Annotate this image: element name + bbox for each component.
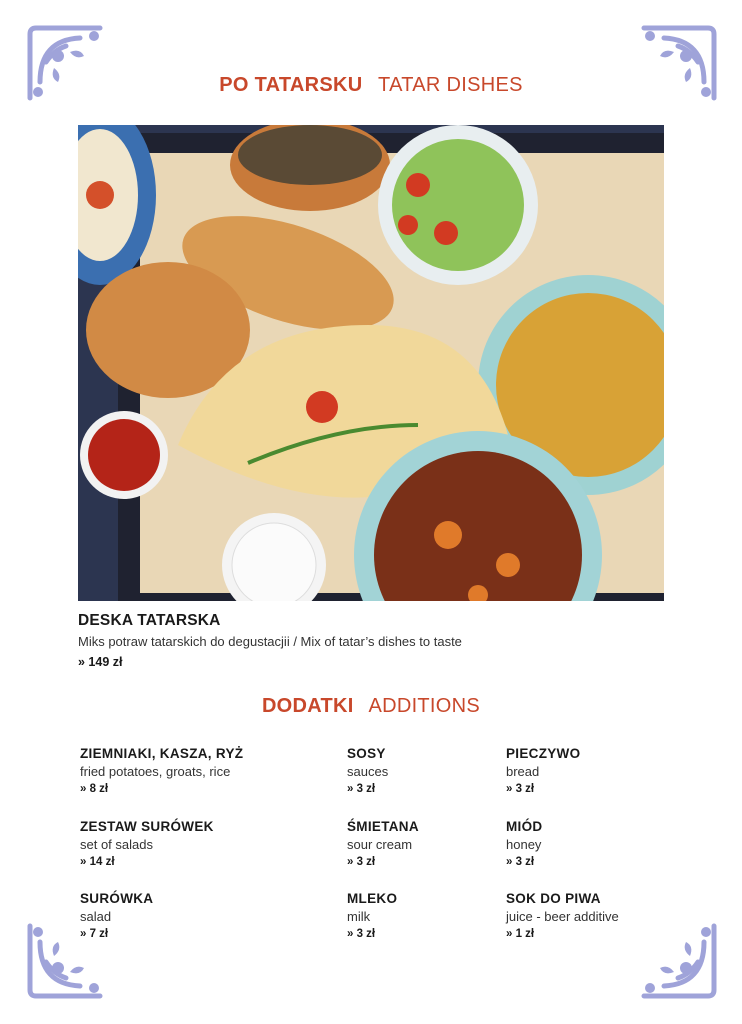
section-title-additions bbox=[0, 695, 742, 718]
addition-item bbox=[506, 891, 619, 940]
addition-desc: set of salads bbox=[80, 837, 153, 852]
addition-price: » 7 zł bbox=[80, 928, 109, 940]
addition-desc: milk bbox=[347, 909, 371, 924]
section-title-en: TATAR DISHES bbox=[378, 74, 523, 96]
addition-name: SOSY bbox=[347, 746, 386, 761]
addition-desc: salad bbox=[80, 909, 112, 924]
addition-price: » 3 zł bbox=[506, 856, 535, 868]
addition-price: » 1 zł bbox=[506, 928, 535, 940]
addition-price: » 3 zł bbox=[347, 783, 376, 795]
addition-price: » 14 zł bbox=[80, 856, 115, 868]
ornament-corner-icon bbox=[638, 920, 720, 1002]
dish-name: DESKA TATARSKA bbox=[78, 612, 221, 629]
addition-item bbox=[80, 819, 214, 868]
addition-name: MLEKO bbox=[347, 891, 398, 906]
addition-name: ZIEMNIAKI, KASZA, RYŻ bbox=[80, 746, 244, 761]
addition-item bbox=[80, 746, 243, 795]
addition-item bbox=[80, 891, 153, 940]
addition-price: » 3 zł bbox=[347, 856, 376, 868]
addition-item bbox=[506, 746, 580, 795]
section-title-pl: DODATKI bbox=[261, 695, 354, 717]
addition-item bbox=[347, 891, 397, 940]
addition-desc: juice - beer additive bbox=[506, 909, 619, 924]
dish-price: » 149 zł bbox=[78, 655, 123, 669]
addition-desc: honey bbox=[506, 837, 542, 852]
addition-desc: fried potatoes, groats, rice bbox=[80, 764, 231, 779]
dish-description: Miks potraw tatarskich do degustacjii / Mix of tatar’s dishes to taste bbox=[78, 634, 462, 649]
addition-name: SURÓWKA bbox=[80, 891, 154, 906]
addition-name: PIECZYWO bbox=[506, 746, 581, 761]
addition-desc: bread bbox=[506, 764, 540, 779]
section-title-pl: PO TATARSKU bbox=[219, 74, 363, 96]
addition-desc: sauces bbox=[347, 764, 389, 779]
addition-item bbox=[347, 746, 388, 795]
addition-desc: sour cream bbox=[347, 837, 413, 852]
dish-photo bbox=[78, 125, 664, 601]
section-title-en: ADDITIONS bbox=[368, 695, 481, 717]
addition-name: ŚMIETANA bbox=[347, 819, 419, 834]
addition-item bbox=[347, 819, 419, 868]
addition-name: SOK DO PIWA bbox=[506, 891, 601, 906]
addition-item bbox=[506, 819, 542, 868]
addition-name: MIÓD bbox=[506, 819, 543, 834]
addition-price: » 3 zł bbox=[506, 783, 535, 795]
addition-name: ZESTAW SURÓWEK bbox=[80, 819, 214, 834]
addition-price: » 8 zł bbox=[80, 783, 109, 795]
main-dish bbox=[78, 612, 678, 669]
addition-price: » 3 zł bbox=[347, 928, 376, 940]
section-title-tatar bbox=[0, 74, 742, 97]
